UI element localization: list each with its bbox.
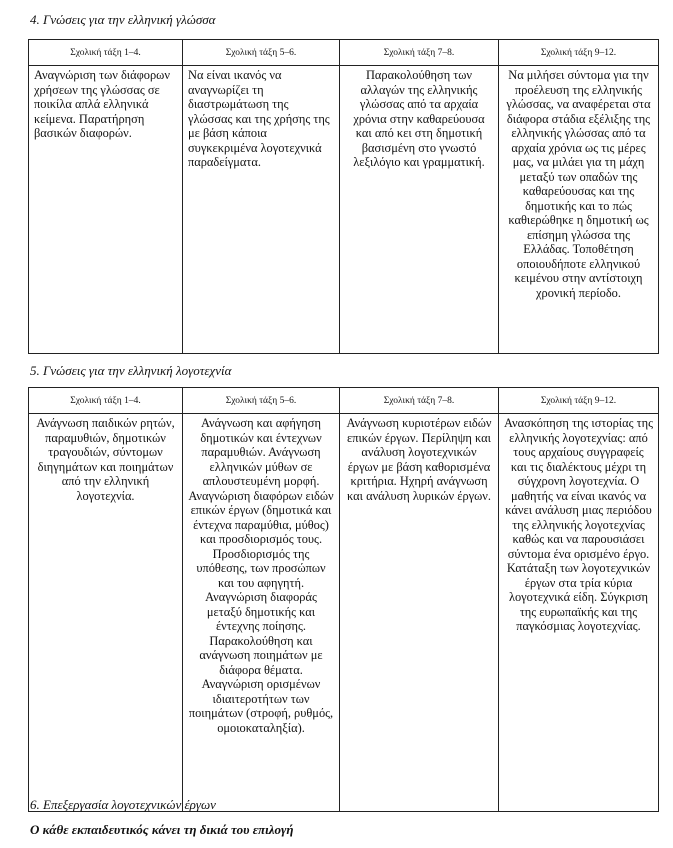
cell-grade-5-6: Ανάγνωση και αφήγηση δημοτικών και έντεχνων παραμυθιών. Ανάγνωση ελληνικών μύθων σε απλουστευμένη μορφή. Αναγνώριση διαφόρων ειδών επικών έργων (δημοτικά και έντεχνα παραμύθια, μύθος) και προσδιορισμός τους. Προσδιορισμός της υπόθεσης, των προσώπων και του αφηγητή. Αναγνώριση διαφοράς μεταξύ δημοτικής και έντεχνης ποίησης. Παρακολούθηση και ανάγνωση ποιημάτων με διάφορα θέματα. Αναγνώριση ορισμένων ιδιαιτεροτήτων των ποιημάτων (στροφή, ρυθμός, ομοιοκαταληξία).	[183, 414, 340, 812]
column-header-grade-7-8: Σχολική τάξη 7–8.	[340, 388, 499, 414]
section-5-heading: 5. Γνώσεις για την ελληνική λογοτεχνία	[30, 363, 232, 378]
column-header-grade-9-12: Σχολική τάξη 9–12.	[499, 40, 659, 66]
column-header-grade-5-6: Σχολική τάξη 5–6.	[183, 388, 340, 414]
cell-grade-9-12: Να μιλήσει σύντομα για την προέλευση της ελληνικής γλώσσας, να αναφέρεται στα διάφορα στάδια εξέλιξης της ελληνικής γλώσσας από τα αρχαία χρόνια ως τις μέρες μας, να μιλάει για τη μάχη μεταξύ των οπαδών της καθαρεύουσας και της δημοτικής και το πώς καθιερώθηκε η δημοτική ως επίσημη γλώσσα της Ελλάδας. Τοποθέτηση οποιουδήποτε ελληνικού κειμένου στην αντίστοιχη χρονική περίοδο.	[499, 66, 659, 354]
column-header-grade-5-6: Σχολική τάξη 5–6.	[183, 40, 340, 66]
cell-grade-7-8: Ανάγνωση κυριοτέρων ειδών επικών έργων. Περίληψη και ανάλυση λογοτεχνικών έργων με βάση καθορισμένα κριτήρια. Ηχηρή ανάγνωση και ανάλυση λυρικών έργων.	[340, 414, 499, 812]
table-header-row	[29, 388, 659, 414]
section-6-note: Ο κάθε εκπαιδευτικός κάνει τη δικιά του επιλογή	[30, 822, 294, 837]
greek-language-table	[28, 39, 659, 354]
cell-grade-5-6: Να είναι ικανός να αναγνωρίζει τη διαστρωμάτωση της γλώσσας και της χρήσης της με βάση κάποια συγκεκριμένα λογοτεχνικά παραδείγματα.	[183, 66, 340, 354]
column-header-grade-9-12: Σχολική τάξη 9–12.	[499, 388, 659, 414]
table-header-row	[29, 40, 659, 66]
cell-grade-1-4: Αναγνώριση των διάφορων χρήσεων της γλώσσας σε ποικίλα απλά ελληνικά κείμενα. Παρατήρηση βασικών διαφορών.	[29, 66, 183, 354]
cell-grade-7-8: Παρακολούθηση των αλλαγών της ελληνικής γλώσσας από τα αρχαία χρόνια στην καθαρεύουσα και από κει στη δημοτική βασισμένη στο γνωστό λεξιλόγιο και γραμματική.	[340, 66, 499, 354]
column-header-grade-1-4: Σχολική τάξη 1–4.	[29, 388, 183, 414]
column-header-grade-1-4: Σχολική τάξη 1–4.	[29, 40, 183, 66]
greek-literature-table	[28, 387, 659, 812]
section-6-heading: 6. Επεξεργασία λογοτεχνικών έργων	[30, 797, 216, 812]
cell-grade-1-4: Ανάγνωση παιδικών ρητών, παραμυθιών, δημοτικών τραγουδιών, σύντομων διηγημάτων και ποιημάτων από την ελληνική λογοτεχνία.	[29, 414, 183, 812]
table-row	[29, 414, 659, 812]
section-4-heading: 4. Γνώσεις για την ελληνική γλώσσα	[30, 12, 216, 27]
column-header-grade-7-8: Σχολική τάξη 7–8.	[340, 40, 499, 66]
table-row	[29, 66, 659, 354]
cell-grade-9-12: Ανασκόπηση της ιστορίας της ελληνικής λογοτεχνίας: από τους αρχαίους συγγραφείς και τις διαλέκτους μέχρι τη σύγχρονη λογοτεχνία. Ο μαθητής να είναι ικανός να κάνει ανάλυση μιας περιόδου της ελληνικής λογοτεχνίας καθώς και να παρουσιάσει σύντομα ένα ορισμένο έργο. Κατάταξη των λογοτεχνικών έργων στα τρία κύρια λογοτεχνικά είδη. Σύγκριση της ευρωπαϊκής και της παγκόσμιας λογοτεχνίας.	[499, 414, 659, 812]
